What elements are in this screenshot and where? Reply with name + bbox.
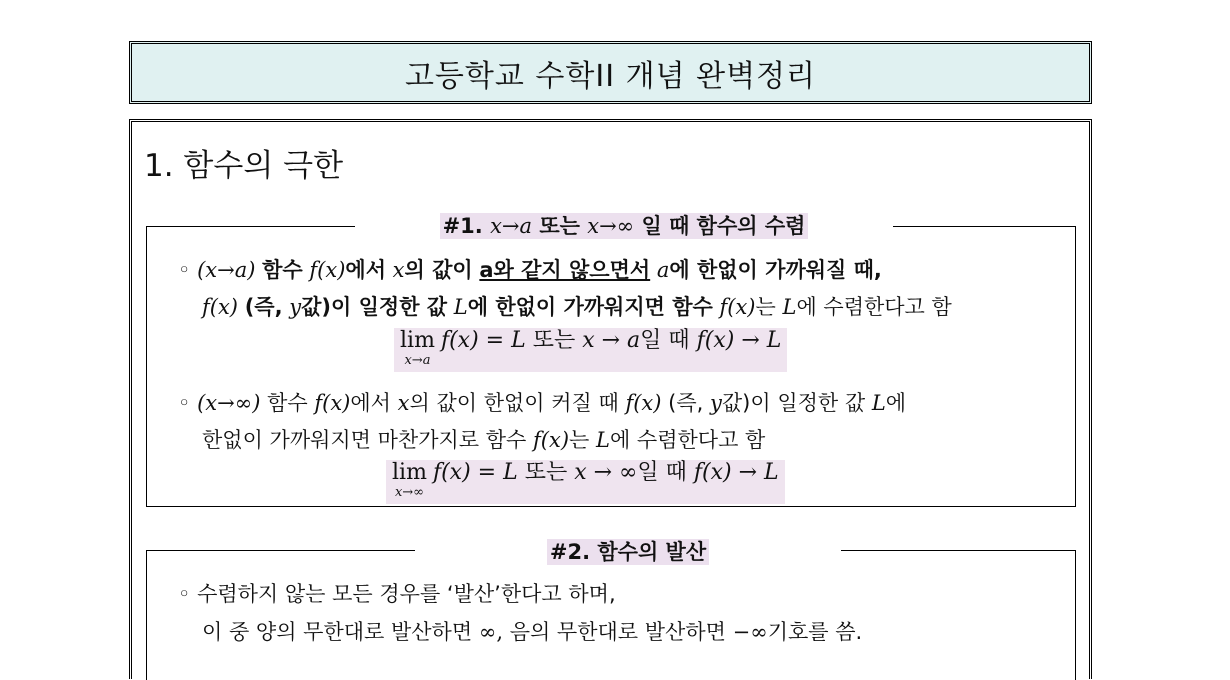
text: 에 수렴한다고 함 — [796, 295, 952, 319]
x-math: x — [397, 391, 410, 415]
y-math: y — [289, 295, 302, 319]
document-title-box — [129, 41, 1092, 104]
heading-mid: 또는 — [539, 214, 580, 238]
divergence-line1 — [178, 578, 616, 608]
text: 에서 — [350, 391, 391, 415]
text: 수렴하지 않는 모든 경우를 ‘발산’한다고 하며, — [197, 582, 616, 606]
condition-math: (x→∞) — [197, 391, 261, 415]
text: 는 — [755, 295, 776, 319]
L-math: L — [871, 391, 886, 415]
lim-operator — [400, 328, 435, 368]
formula-expression: f(x) = L — [440, 328, 526, 353]
bullet: ◦ — [178, 258, 191, 282]
text: 기호를 씀. — [767, 620, 863, 644]
formula-condition: x → a — [582, 328, 641, 353]
text: 에 — [885, 391, 907, 415]
limit-formula-infinity — [386, 460, 785, 504]
text: 값)이 일정한 값 — [301, 295, 448, 319]
lim-subscript: x→∞ — [394, 485, 424, 500]
lim-word: lim — [400, 328, 435, 353]
text: 의 값이 한없이 커질 때 — [409, 391, 619, 415]
underlined-text: a와 같지 않으면서 — [479, 258, 651, 282]
divergence-heading — [415, 536, 841, 566]
formula-result: f(x) → L — [693, 460, 779, 485]
heading-suffix: 일 때 함수의 수렴 — [641, 214, 806, 238]
text: 일 때 — [637, 460, 687, 485]
text: 이 중 양의 무한대로 발산하면 — [202, 620, 473, 644]
fx-math: f(x) — [309, 258, 346, 282]
divergence-box — [146, 550, 1076, 680]
text: 또는 — [524, 460, 568, 485]
text: 음의 무한대로 발산하면 — [509, 620, 726, 644]
x-math: x — [392, 258, 405, 282]
formula-result: f(x) → L — [696, 328, 782, 353]
text: 값)이 일정한 값 — [721, 391, 866, 415]
item2-line1 — [178, 387, 906, 417]
item2-line2 — [202, 424, 765, 454]
text: 일 때 — [640, 328, 690, 353]
heading-number: #1. — [442, 214, 483, 238]
lim-subscript: x→a — [404, 353, 431, 368]
text: 는 — [569, 428, 590, 452]
infinity-math: ∞, — [478, 620, 503, 644]
text: 함수 — [267, 391, 308, 415]
document-title: 고등학교 수학II 개념 완벽정리 — [404, 58, 817, 94]
text: (즉, — [668, 391, 704, 415]
fx-math: f(x) — [625, 391, 662, 415]
formula-condition: x → ∞ — [574, 460, 638, 485]
a-math: a — [656, 258, 670, 282]
divergence-heading-text: #2. 함수의 발산 — [547, 539, 709, 565]
L-math: L — [453, 295, 468, 319]
lim-word: lim — [392, 460, 427, 485]
fx-math: f(x) — [533, 428, 570, 452]
text: 에서 — [345, 258, 386, 282]
fx-math: f(x) — [314, 391, 351, 415]
text: 에 수렴한다고 함 — [609, 428, 766, 452]
text: (즉, — [244, 295, 283, 319]
text: 한없이 가까워지면 마찬가지로 함수 — [202, 428, 527, 452]
text: 에 한없이 가까워질 때, — [669, 258, 882, 282]
bullet: ◦ — [178, 391, 191, 415]
L-math: L — [782, 295, 797, 319]
fx-math: f(x) — [202, 295, 239, 319]
bullet: ◦ — [178, 582, 191, 606]
y-math: y — [710, 391, 722, 415]
item1-line1 — [178, 254, 882, 284]
lim-operator — [392, 460, 427, 500]
text: 또는 — [532, 328, 576, 353]
L-math: L — [596, 428, 610, 452]
convergence-heading — [355, 210, 893, 240]
divergence-line2 — [202, 616, 862, 646]
formula-expression: f(x) = L — [432, 460, 518, 485]
text: 함수 — [262, 258, 303, 282]
neg-infinity-math: −∞ — [732, 620, 768, 644]
text: 의 값이 — [404, 258, 473, 282]
condition-math: (x→a) — [197, 258, 256, 282]
item1-line2 — [202, 291, 952, 321]
limit-formula-a — [394, 328, 787, 372]
text: 에 한없이 가까워지면 함수 — [467, 295, 713, 319]
heading-math-a: x→a — [490, 214, 533, 238]
fx-math: f(x) — [719, 295, 756, 319]
heading-math-b: x→∞ — [587, 214, 635, 238]
section-title: 1. 함수의 극한 — [144, 148, 344, 184]
